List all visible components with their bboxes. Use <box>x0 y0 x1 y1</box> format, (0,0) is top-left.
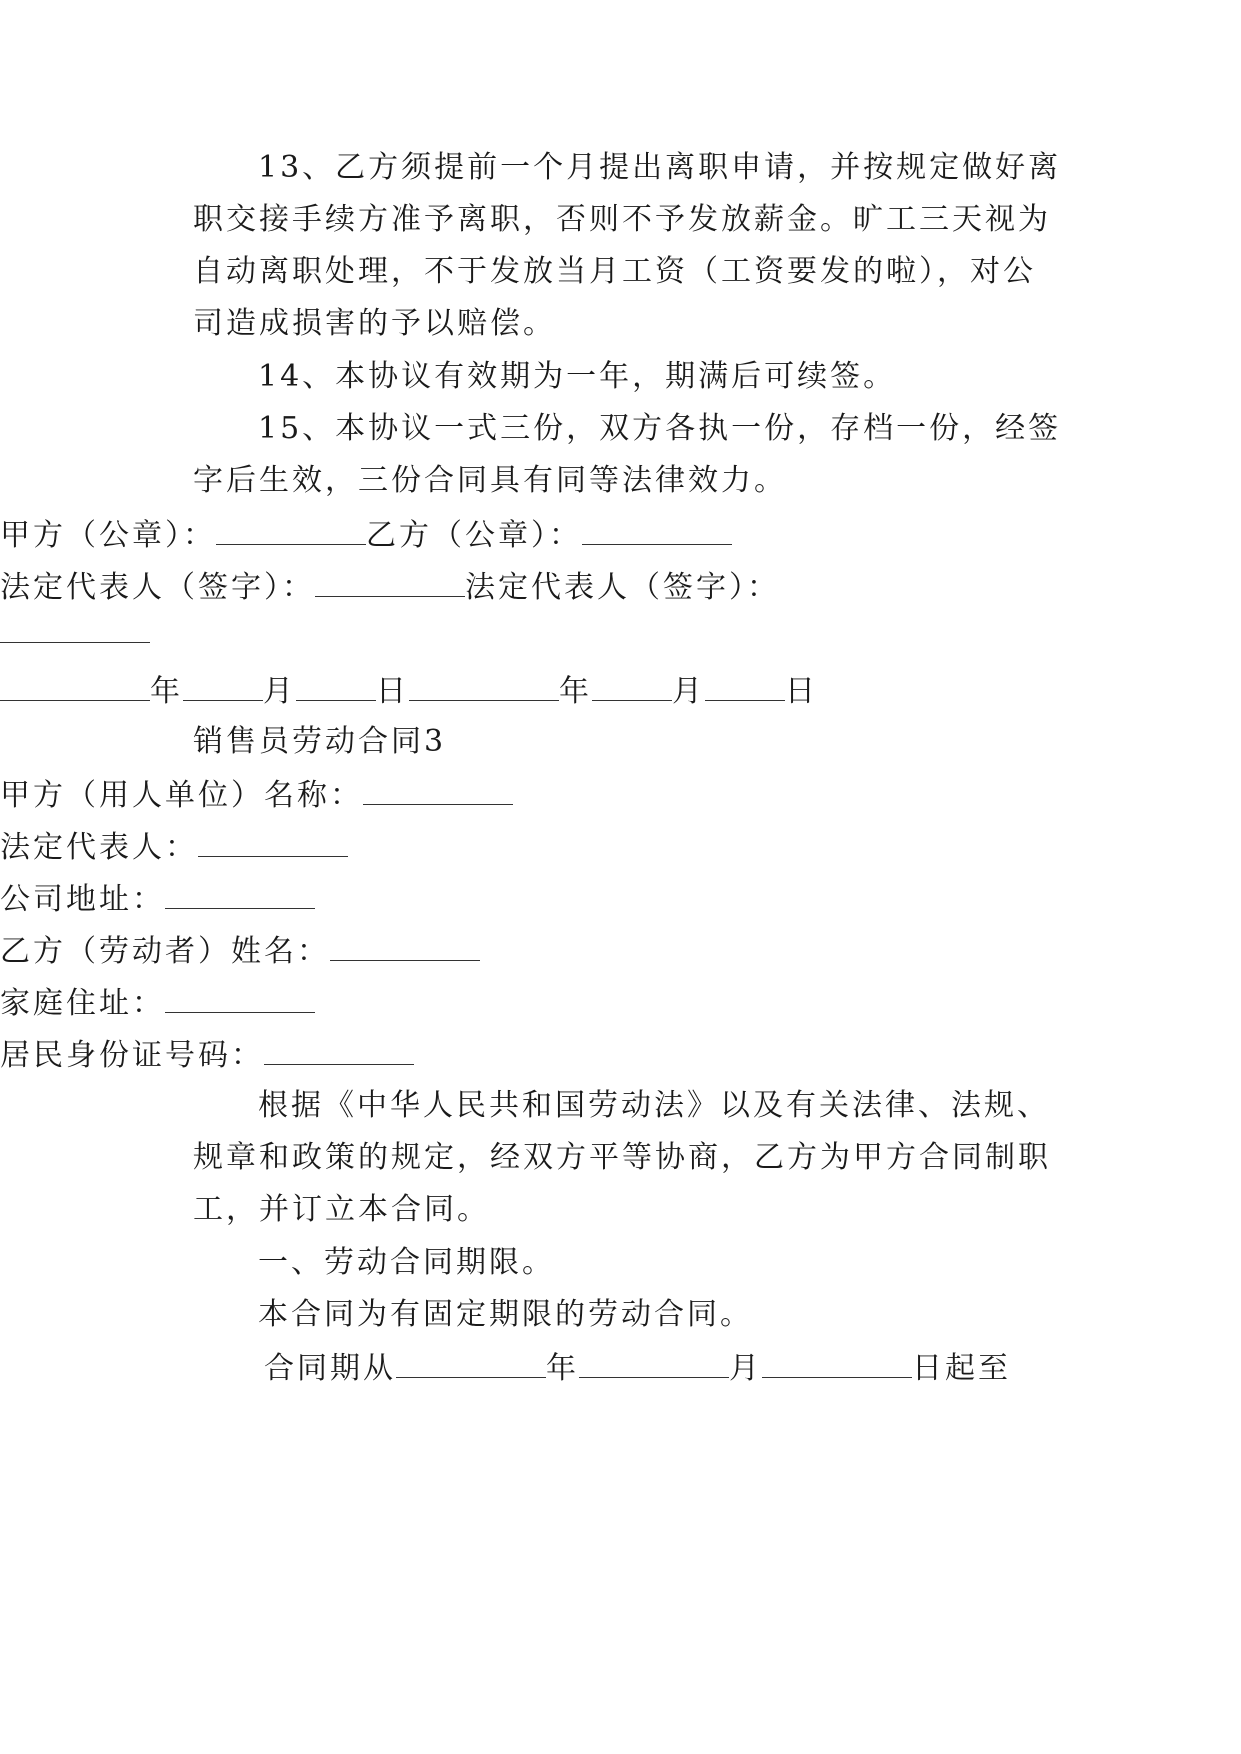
legal-rep-blank <box>198 826 348 857</box>
id-number-label: 居民身份证号码： <box>0 1038 264 1073</box>
id-number-field <box>0 1034 414 1076</box>
home-address-label: 家庭住址： <box>0 986 165 1021</box>
date-b-day: 日 <box>785 674 818 709</box>
employer-name-blank <box>363 774 513 805</box>
term-month: 月 <box>729 1351 762 1386</box>
term-prefix: 合同期从 <box>264 1351 396 1386</box>
section-1-text: 本合同为有固定期限的劳动合同。 <box>258 1297 753 1332</box>
term-year-blank <box>396 1347 546 1378</box>
employer-name-label: 甲方（用人单位）名称： <box>0 778 363 813</box>
clause-15-line-1: 15、本协议一式三份，双方各执一份，存档一份，经签 <box>258 411 1062 446</box>
party-a-seal-label: 甲方（公章）： <box>0 518 216 553</box>
term-suffix: 日起至 <box>912 1351 1011 1386</box>
home-address-blank <box>165 982 315 1013</box>
date-line <box>0 670 818 712</box>
party-b-seal-blank <box>582 514 732 545</box>
employer-name-field <box>0 774 513 816</box>
party-b-seal-label: 乙方（公章）： <box>366 518 582 553</box>
section-1-title: 一、劳动合同期限。 <box>258 1245 555 1280</box>
date-a-day-blank <box>296 670 376 701</box>
id-number-blank <box>264 1034 414 1065</box>
clause-13-line-1: 13、乙方须提前一个月提出离职申请，并按规定做好离 <box>258 150 1062 185</box>
party-a-seal-blank <box>216 514 366 545</box>
clause-13-line-2: 职交接手续方准予离职，否则不予发放薪金。旷工三天视为 <box>193 202 1051 237</box>
date-a-year: 年 <box>150 674 183 709</box>
term-year: 年 <box>546 1351 579 1386</box>
employee-name-label: 乙方（劳动者）姓名： <box>0 934 330 969</box>
company-address-field <box>0 878 315 920</box>
preamble-line-3: 工，并订立本合同。 <box>193 1192 490 1227</box>
date-b-year: 年 <box>559 674 592 709</box>
date-a-day: 日 <box>376 674 409 709</box>
date-a-month-blank <box>183 670 263 701</box>
seal-line <box>0 514 732 556</box>
date-b-year-blank <box>409 670 559 701</box>
contract-term-line <box>264 1347 1011 1389</box>
rep-b-blank-line <box>0 612 150 654</box>
clause-15-line-2: 字后生效，三份合同具有同等法律效力。 <box>193 463 787 498</box>
term-day-blank <box>762 1347 912 1378</box>
clause-13-line-3: 自动离职处理，不于发放当月工资（工资要发的啦），对公 <box>193 254 1036 289</box>
legal-rep-field <box>0 826 348 868</box>
date-a-month: 月 <box>263 674 296 709</box>
term-month-blank <box>579 1347 729 1378</box>
employee-name-field <box>0 930 480 972</box>
rep-a-label: 法定代表人（签字）： <box>0 570 315 605</box>
clause-14: 14、本协议有效期为一年，期满后可续签。 <box>258 359 897 394</box>
date-b-month: 月 <box>672 674 705 709</box>
clause-13-line-4: 司造成损害的予以赔偿。 <box>193 306 556 341</box>
company-address-label: 公司地址： <box>0 882 165 917</box>
preamble-line-2: 规章和政策的规定，经双方平等协商，乙方为甲方合同制职 <box>193 1140 1051 1175</box>
rep-a-blank <box>315 566 465 597</box>
rep-b-label: 法定代表人（签字）： <box>465 570 780 605</box>
date-b-month-blank <box>592 670 672 701</box>
preamble-line-1: 根据《中华人民共和国劳动法》以及有关法律、法规、 <box>258 1088 1050 1123</box>
date-b-day-blank <box>705 670 785 701</box>
home-address-field <box>0 982 315 1024</box>
legal-rep-label: 法定代表人： <box>0 830 198 865</box>
date-a-year-blank <box>0 670 150 701</box>
representative-line <box>0 566 780 608</box>
contract-heading: 销售员劳动合同3 <box>193 724 447 759</box>
company-address-blank <box>165 878 315 909</box>
rep-b-blank <box>0 612 150 643</box>
employee-name-blank <box>330 930 480 961</box>
